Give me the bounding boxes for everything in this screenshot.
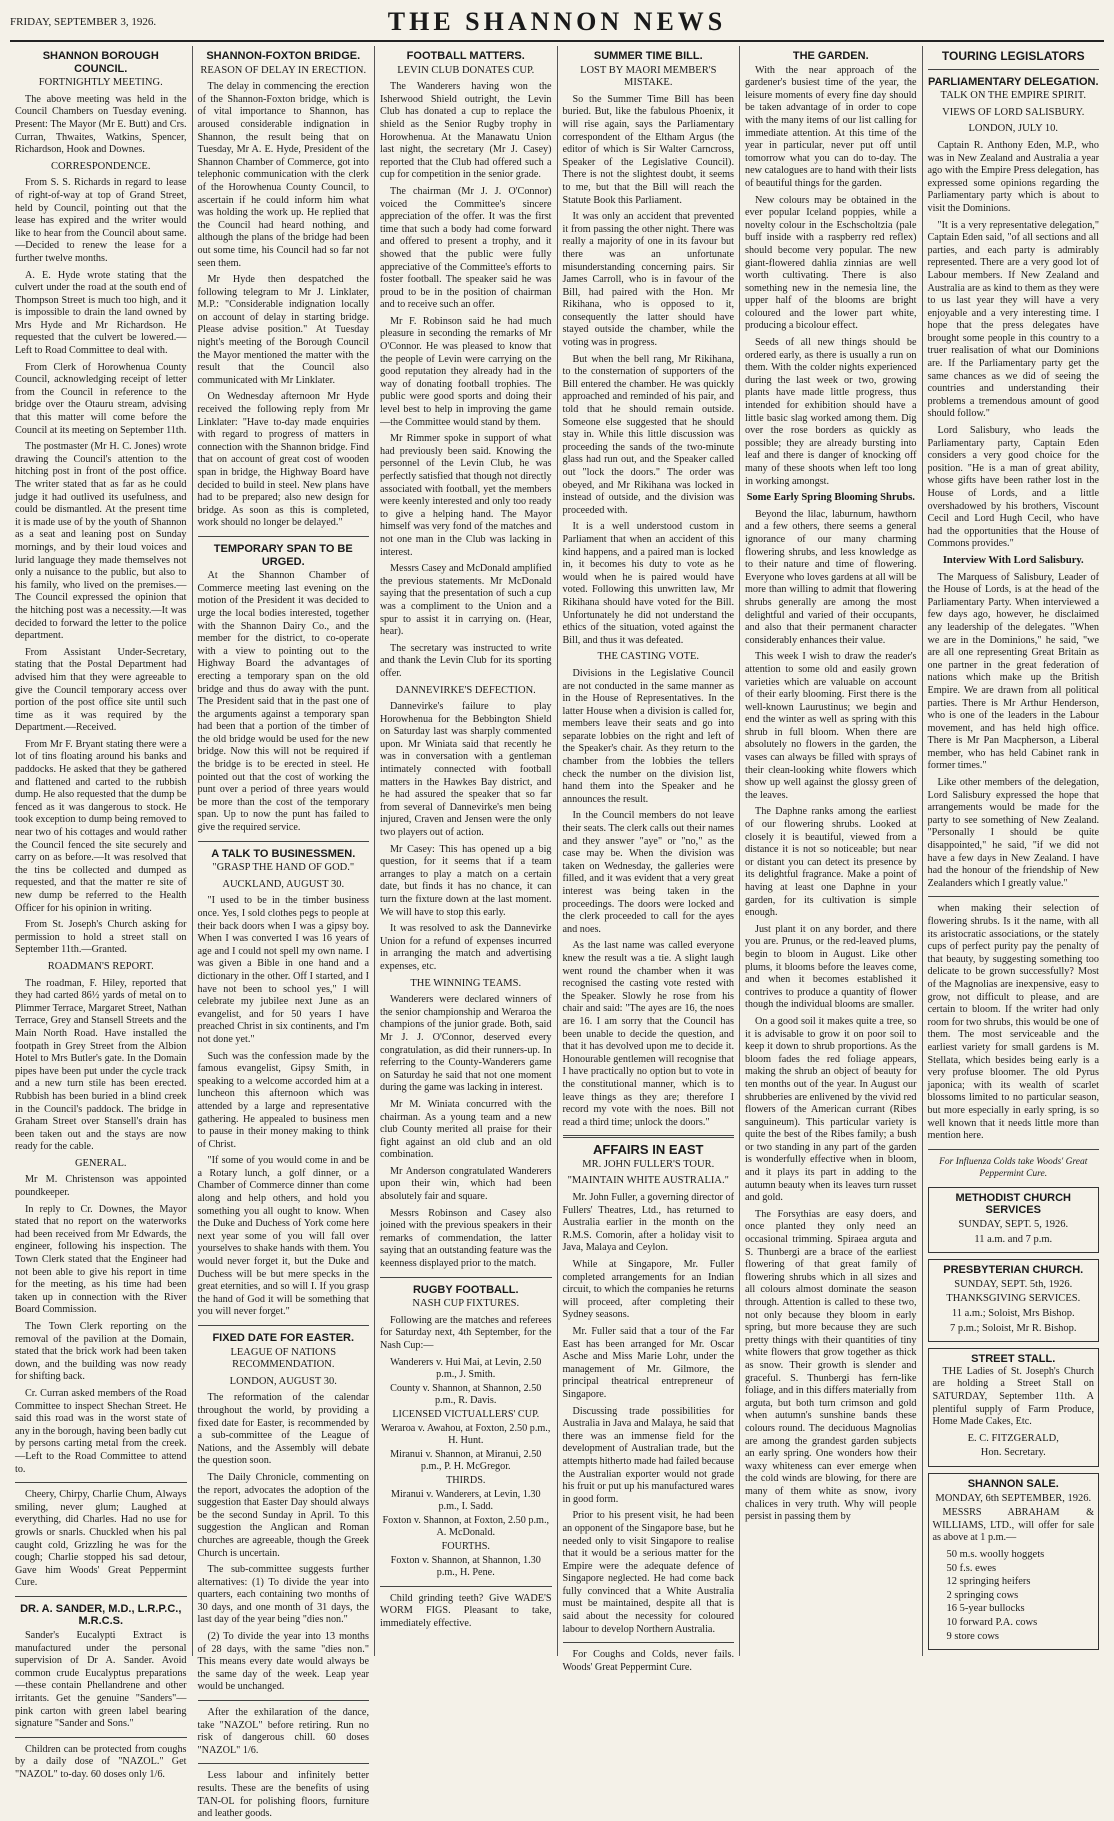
fixture-line: THIRDS.	[446, 1474, 486, 1486]
article-subheading: FORTNIGHTLY MEETING.	[38, 77, 163, 89]
advert-title: STREET STALL.	[971, 1353, 1056, 1366]
fixture-line: LICENSED VICTUALLERS' CUP.	[392, 1408, 540, 1420]
article-subheading: NASH CUP FIXTURES.	[412, 1298, 520, 1310]
divider	[380, 1586, 552, 1587]
article-heading: SHANNON-FOXTON BRIDGE.	[206, 50, 361, 62]
column-1	[10, 46, 193, 1780]
divider	[198, 1325, 370, 1326]
divider	[198, 1763, 370, 1764]
paragraph: Mr F. Robinson said he had much pleasure in seconding the remarks of Mr O'Connor. He was pleased to know that the people of Levin were carrying on the good reputation they already had in the way of donating football trophies. The public were good sports and doing their level best to help in improving the game—the Committee would stand by them.	[380, 315, 552, 428]
divider	[15, 1482, 187, 1483]
paragraph: Wanderers were declared winners of the senior championship and Weraroa the champions of the junior grade. Both, said Mr J. J. O'Connor, deserved every congratulation, as did their runners-up. In referring to the County-Wanderers game on Saturday he said that not one moment during the game was lacking in interest.	[380, 994, 552, 1094]
paragraph: While at Singapore, Mr. Fuller completed arrangements for an Indian circuit, to which the companies he returns will proceed, after completing their Sydney seasons.	[562, 1259, 734, 1321]
article-subheading: VIEWS OF LORD SALISBURY.	[942, 106, 1085, 118]
fixture-line: Weraroa v. Awahou, at Foxton, 2.50 p.m., H. Hunt.	[381, 1422, 551, 1447]
paragraph: The roadman, F. Hiley, reported that they had carted 86½ yards of metal on to Plimmer Terrace, Margaret Street, Nathan Terrace, Grey and Stansell Streets and the Main North Road. Have installed the footpath in Grey Street from the Albion Hotel to Mrs Butler's gate. In the Domain pipes have been put under the cycle track and a new turn stile has been erected. Rubbish has been buried in a blind creek in the Council's paddock. The bridge in Graham Street over Stansell's drain has been taken out and the stays are now ready for the cable.	[15, 977, 187, 1153]
advert-text: MESSRS ABRAHAM & WILLIAMS, LTD., will offer for sale as above at 1 p.m.—	[932, 1507, 1094, 1544]
list-item: 10 forward P.A. cows	[946, 1616, 1038, 1628]
advert-verse: Cheery, Chirpy, Charlie Chum, Always smiling, never glum; Laughed at everything, did Charles. Had no use for growls or snarls. Chuckled when his pal caught cold, Grizzling he was for the cough; Charlie stopped his sad detour, Gave him Woods' Great Peppermint Cure.	[15, 1489, 187, 1589]
fixture-line: FOURTHS.	[441, 1540, 490, 1552]
paragraph: The Daily Chronicle, commenting on the report, advocates the adoption of the suggestion that Easter Day should always be the second Sunday in April. To this suggestion the Anglican and Roman churches are agreeable, though the Greek Church is uncertain.	[197, 1471, 369, 1559]
article-heading: SUMMER TIME BILL.	[593, 50, 703, 62]
advert-line: 7 p.m.; Soloist, Mr R. Bishop.	[949, 1322, 1077, 1334]
paragraph: Captain R. Anthony Eden, M.P., who was in New Zealand and Australia a year ago with the Empire Press delegation, has expressed some opinions regarding the Parliamentary party which is about to visit the Dominions.	[927, 139, 1099, 214]
article-heading: SHANNON BOROUGH COUNCIL.	[42, 50, 159, 75]
paragraph: Messrs Casey and McDonald amplified the previous statements. Mr McDonald saying that the presentation of such a cup was a compliment to the Union and a spur to assist it in carrying on. (Hear, hear).	[380, 563, 552, 638]
paragraph: The sub-committee suggests further alternatives: (1) To divide the year into quarters, each containing two months of 30 days, and one month of 31 days, the last day of the year being "dies non."	[197, 1564, 369, 1626]
presbyterian-church-advert	[928, 1259, 1100, 1342]
paragraph: From Mr F. Bryant stating there were a lot of tins floating around his banks and paddocks. He asked that they be gathered and flattened and carted to the rubbish dump. He also requested that the dump be fenced as it was dangerous to stock. He took exception to dump being removed to near two of his cottages and would rather the Council fenced the site securely and carry on as before.—It was resolved that the tins be collected and dumped as requested, and that the matter re site of new dump be referred to the Health Officer for his opinion in writing.	[15, 738, 187, 914]
paragraph: when making their selection of flowering shrubs. Is it the name, with all its aristocratic associations, or the stately cups of perfect purity pay the penalty of that beauty, by suggesting something too delicate to be grown successfully? Most of the Magnolias are inexpensive, easy to grow, not difficult to please, and are certain to bloom. If the writer had only room for two shrubs, this would be one of them. The most serviceable and the earliest variety for small gardens is M. Stellata, which besides being early is a very profuse bloomer. The old Pyrus japonica; with its wealth of scarlet blossoms limited to no particular season, but more especially in early spring, is so well known that it needs little more than mention here.	[927, 903, 1099, 1142]
article-subheading: "GRASP THE HAND OF GOD."	[212, 862, 355, 874]
advert-text: Child grinding teeth? Give WADE'S WORM FIGS. Pleasant to take, immediately effective.	[380, 1592, 552, 1629]
list-item: 12 springing heifers	[946, 1576, 1031, 1588]
divider	[563, 1642, 735, 1643]
paragraph: The above meeting was held in the Council Chambers on Tuesday evening. Present: The Mayor (Mr E. Butt) and Crs. Curran, Thwaites, Watkins, Spencer, Richardson, Hook and Downes.	[15, 93, 187, 156]
paragraph: The Town Clerk reporting on the removal of the pavilion at the Domain, stated that the brick work had been taken down, and the building was now ready for shifting back.	[15, 1321, 187, 1383]
list-item: 50 f.s. ewes	[946, 1562, 997, 1574]
paragraph: On Wednesday afternoon Mr Hyde received the following reply from Mr Linklater: "Have to-day made enquiries with regard to progress of matters in connection with the Shannon bridge. Find that on account of great cost of wooden span in bridge, the Highway Board have decided to build in steel. New plans have had to be prepared; also new design for bridge. As soon as this is completed, work should no longer be delayed."	[197, 391, 369, 529]
sale-lot-list	[933, 1549, 1095, 1643]
paragraph: Seeds of all new things should be ordered early, as there is usually a run on them. With the colder nights experienced during the last week or two, growing plants have made little progress, thus intended for exhibition should have a little basic slag worked among them. Dig over the rose borders as quickly as possible; they are already bursting into leaf and there is danger of knocking off many of these shoots when left too long in working amongst.	[745, 337, 917, 487]
paragraph: It was resolved to ask the Dannevirke Union for a refund of expenses incurred in arranging the match and advertising expenses, etc.	[380, 923, 552, 972]
divider	[15, 1596, 187, 1597]
fixture-list	[380, 1357, 552, 1580]
shannon-sale-advert	[928, 1473, 1100, 1650]
section-heading: THE WINNING TEAMS.	[410, 977, 522, 989]
paragraph: Just plant it on any border, and there you are. Prunus, or the red-leaved plums, begin to bloom in August. Like other plums, it blooms before the leaves come, and when it becomes established it contrives to produce a quantity of flower though the individual blooms are smaller.	[745, 923, 917, 1011]
issue-date: FRIDAY, SEPTEMBER 3, 1926.	[10, 16, 157, 28]
dateline: LONDON, JULY 10.	[968, 123, 1059, 135]
list-item: 16 5-year bullocks	[946, 1603, 1025, 1615]
advert-line: 11 a.m.; Soloist, Mrs Bishop.	[951, 1308, 1075, 1320]
paragraph: The secretary was instructed to write and thank the Levin Club for its sporting offer.	[380, 642, 552, 679]
divider	[563, 1135, 735, 1138]
paragraph: As the last name was called everyone knew the result was a tie. A slight laugh went round the chamber when it was recognised the casting vote rested with the Speaker. Slowly he rose from his chair and said: "The ayes are 16, the noes are 16. I am sorry that the Council has been unable to decide the question, and that it has devolved upon me to decide it. Honourable gentlemen will recognise that I have practically no option but to vote in the constitutional manner, which is to leave things as they are; therefore I record my vote with the noes. Bill not read a third time; unlock the doors."	[562, 940, 734, 1128]
paragraph: With the near approach of the gardener's busiest time of the year, the leisure moments of every fine day should be taken advantage of in order to cope with the many items of our list calling for immediate attention. At this time of the year in particular, never put off until tomorrow what you can do to-day. The new catalogues are to hand with their lists of beautiful things for the garden.	[745, 64, 917, 189]
divider	[198, 1700, 370, 1701]
paragraph: At the Shannon Chamber of Commerce meeting last evening on the motion of the President it was decided to urge the local bodies interested, together with the Shannon Dairy Co., and the member for the district, to co-operate with a view to pointing out to the Highway Board the advantages of erecting a temporary span on the old bridge and thus do away with the punt. The President said that in the past one of the arguments against a temporary span had been that a portion of the timber of the old bridge would be used for the new bridge. Now this will not be required if the bridge is to be erected in steel. He pointed out that the cost of working the punt over a period of three years would be more than the cost of the temporary span. Up to now the punt has failed to give the required service.	[197, 570, 369, 834]
paragraph: Like other members of the delegation, Lord Salisbury expressed the hope that arrangements would be made for the party to see something of New Zealand. "Personally I should be quite disappointed," he said, "if we did not have a few days in New Zealand. I have had the honour of the friendship of New Zealanders which I greatly value."	[927, 777, 1099, 889]
paragraph: Mr. John Fuller, a governing director of Fullers' Theatres, Ltd., has returned to Australia earlier in the month on the R.M.S. Comorin, after a holiday visit to Java, Malaya and Ceylon.	[562, 1192, 734, 1254]
list-item: 9 store cows	[946, 1630, 999, 1642]
section-heading: DANNEVIRKE'S DEFECTION.	[395, 684, 536, 696]
street-stall-advert	[928, 1348, 1100, 1467]
fixture-line: Foxton v. Shannon, at Foxton, 2.50 p.m., A. McDonald.	[382, 1514, 550, 1539]
advert-line: SUNDAY, SEPT. 5th, 1926.	[954, 1278, 1073, 1290]
fixture-line: Foxton v. Shannon, at Shannon, 1.30 p.m., H. Pene.	[390, 1554, 541, 1579]
paragraph: Prior to his present visit, he had been an opponent of the Singapore base, but he needed only to visit Singapore to realise that it would be a serious matter for the Empire were the adequate defence of Singapore neglected. He had come back fully convinced that a White Australia must be maintained, despite all that is said about the necessity for coloured labour to develop Northern Australia.	[562, 1510, 734, 1635]
section-heading: THE CASTING VOTE.	[597, 651, 700, 663]
paragraph: "I used to be in the timber business once. Yes, I sold clothes pegs to people at their back doors when I was a gipsy boy. When I was converted I was 16 years of age and I could not spell my own name. I was given a Bible in one hand and a dictionary in the other. Off I started, and I have not been to school yes," I will celebrate my jubilee next June as an evangelist, and for 50 years I have preached Christ in six continents, and I'm not done yet."	[197, 895, 369, 1045]
article-heading: FIXED DATE FOR EASTER.	[212, 1332, 355, 1344]
column-5	[740, 46, 923, 1656]
paragraph: In the Council members do not leave their seats. The clerk calls out their names and they answer "aye" or "no," as the case may be. When the division was taken on Wednesday, the galleries were filled, and it was evident that a very great interest was being taken in the proceedings. The doors were locked and the clerk proceeded to call for the ayes and noes.	[562, 810, 734, 935]
advert-text: Children can be protected from coughs by a daily dose of "NAZOL." Get "NAZOL" to-day. 60 doses only 1/6.	[15, 1743, 187, 1780]
paragraph: The reformation of the calendar throughout the world, by providing a fixed date for Easter, is recommended by a sub-committee of the League of Nations, and the Assembly will debate the question soon.	[197, 1392, 369, 1467]
article-heading: TEMPORARY SPAN TO BE URGED.	[213, 542, 353, 568]
paragraph: Following are the matches and referees for Saturday next, 4th September, for the Nash Cup:—	[380, 1314, 552, 1351]
paragraph: The delay in commencing the erection of the Shannon-Foxton bridge, which is of vital importance to Shannon, has aroused considerable indignation in Shannon, the result being that on Tuesday, Mr A. E. Hyde, President of the Shannon Chamber of Commerce, got into telephonic communication with the clerk of the Horowhenua County Council, to ascertain if he could inform him what was holding the work up. He replied that the Council had heard nothing, and although the plans of the bridge had been out some time, his Council had so far not seen them.	[197, 81, 369, 269]
section-heading: GENERAL.	[74, 1157, 127, 1169]
paragraph: Beyond the lilac, laburnum, hawthorn and a few others, there seems a general ignorance of our many charming flowering shrubs, and less knowledge as to their nature and time of flowering. Everyone who loves gardens at all will be more than willing to admit that flowering shrubs generally are among the most delightful and varied of their occupants, and also that their permanent character considerably enhances their value.	[745, 508, 917, 646]
paragraph: Mr Rimmer spoke in support of what had previously been said. Knowing the personnel of the Levin Club, he was perfectly satisfied that though not directly associated with football, yet the members were keenly interested and only too ready to give a helping hand. The Mayor himself was very fond of the matches and not one man in the Club was lacking in interest.	[380, 433, 552, 558]
paragraph: Mr Casey: This has opened up a big question, for it seems that if a team arranges to play a match on a certain date, but finds it has no chance, it can turn the fixture down at the last moment. We will have to stop this early.	[380, 843, 552, 918]
divider	[15, 1737, 187, 1738]
paragraph: Mr Hyde then despatched the following telegram to Mr J. Linklater, M.P.: "Considerable indignation locally on account of delay in starting bridge. Please advise position." At Tuesday night's meeting of the Borough Council the Mayor mentioned the matter with the result that the Council also communicated with Mr Linklater.	[197, 274, 369, 386]
paragraph: So the Summer Time Bill has been buried. But, like the fabulous Phoenix, it will rise again, says the Parliamentary correspondent of the Eltham Argus (the editor of which is Sir Walter Carncross, Speaker of the Legislative Council). There is not the slightest doubt, it seems to me, but that the Bill will reach the Statute Book this Parliament.	[562, 93, 734, 206]
paragraph: Lord Salisbury, who leads the Parliamentary party, Captain Eden considers a very good choice for the position. "He is a man of great ability, whose gifts have been rather lost in the House of Lords, and a little overshadowed by his brothers, Viscount Cecil and Lord Hugh Cecil, who have had the opportunities that the House of Commons provides."	[927, 425, 1099, 550]
section-heading: CORRESPONDENCE.	[51, 160, 151, 172]
divider	[928, 69, 1100, 70]
paragraph: The Daphne ranks among the earliest of our flowering shrubs. Looked at closely it is beautiful, viewed from a distance it is not so noticeable; but near or distant you can detect its presence by its delightful fragrance. Make a point of having at least one Daphne in your garden, for its cultivation is simple enough.	[745, 806, 917, 919]
list-item: 2 springing cows	[946, 1589, 1019, 1601]
paragraph: From S. S. Richards in regard to lease of right-of-way at top of Grand Street, held by Council, pointing out that the lease has expired and the writer would like to hear from the Council about same.—Decided to renew the lease for a further twelve months.	[15, 177, 187, 264]
advert-text: THE Ladies of St. Joseph's Church are holding a Street Stall on SATURDAY, September 11th. A plentiful supply of Farm Produce, Home Made Cakes, Etc.	[932, 1365, 1094, 1428]
paragraph: On a good soil it makes quite a tree, so it is advisable to grow it on poor soil to keep it down to shrub proportions. As the bloom fades the red foliage appears, making the shrub an object of beauty for ten months out of the year. In August our shrubberies are enlivened by the vivid red flowers of the American currant (Ribes sanguineum). This particular variety is quite the best of the Ribes family; a bush or two standing in any part of the garden is wonderfully effective when in bloom, and it plays its part in adding to the autumn beauty when its leaves turn russet and gold.	[745, 1015, 917, 1204]
advert-text: After the exhilaration of the dance, take "NAZOL" before retiring. Run no risk of dangerous chill. 60 doses "NAZOL" 1/6.	[197, 1707, 369, 1756]
paragraph: New colours may be obtained in the ever popular Iceland poppies, while a novelty colour in the Eschscholtzia (pale buff inside with a raspberry red reflex) should become very popular. The new giant-flowered dahlia zinnias are well worth cultivating. There is also something new in the nemesia line, the upper half of the blooms are bright coloured and the lower part white, producing a bicolour effect.	[745, 194, 917, 332]
paragraph: Divisions in the Legislative Council are not conducted in the same manner as in the House of Representatives. In the latter House when a division is called for, members leave their seats and go into separate lobbies on the right and left of the Speaker's chair. As they return to the chamber from the lobbies the tellers check the number on the division list, hand them into the Speaker and he announces the result.	[562, 667, 734, 805]
paragraph: The postmaster (Mr H. C. Jones) wrote drawing the Council's attention to the hitching post in front of the post office. The writer stated that as far as he could judge it had outlived its usefulness, and could be dismantled. At the present time it is made use of by the youth of Shannon as a seat and leaning post on Sunday mornings, and by their loud voices and lurid language they made themselves not only a nuisance to the public, but also to his family, who lived on the premises.—The Council expressed the opinion that the hitching post was a necessity.—It was decided to forward the letter to the police department.	[15, 441, 187, 642]
paragraph: From St. Joseph's Church asking for permission to hold a street stall on September 11th.—Granted.	[15, 919, 187, 956]
advert-text: For Coughs and Colds, never fails. Woods' Great Peppermint Cure.	[562, 1649, 734, 1673]
advert-line: THANKSGIVING SERVICES.	[946, 1293, 1081, 1305]
divider	[380, 1277, 552, 1278]
fixture-line: Miranui v. Shannon, at Miranui, 2.50 p.m., P. H. McGregor.	[390, 1448, 542, 1473]
paragraph: The Forsythias are easy doers, and once planted they only need an occasional trimming. Spiraea arguta and S. Thunbergi are a brace of the earliest flowering of that great family of flowering shrubs which in all sizes and all colours almost dominate the season through. Attention is called to these two, not only because they bloom in early spring, but more because they are such pretty things with their quantities of tiny white flowers that grow together as thick as snow. Their growth is slender and graceful. S. Thunbergi has fern-like foliage, and in this differs materially from arguta, but both turn crimson and gold when autumn's sunshine bands these colours round. The deciduous Magnolias are among the grandest garden subjects an early spring. One wonders how their waxy whiteness can ever emerge when the cold winds are blowing, for there are many of them white as snow, ivory chalices in very truth. Why will people persist in passing them by	[745, 1208, 917, 1523]
paragraph: But when the bell rang, Mr Rikihana, to the consternation of supporters of the Bill entered the chamber. He was quickly approached and reminded of his pair, and told that he should remain outside. Someone else suggested that he should stay in. While this little discussion was proceeding the sands of the two-minute glass had run out, and the Speaker called out "lock the doors." The order was obeyed, and Mr Rikihana was locked in instead of outside, and the division was proceeded with.	[562, 353, 734, 516]
dateline: AUCKLAND, AUGUST 30.	[222, 878, 345, 890]
paragraph: "It is a very representative delegation," Captain Eden said, "of all sections and all parties, and each party is admirably represented. There are a very good lot of Labour members. If New Zealand and Australia are as kind to them as they were to us last year they will have a very enjoyable and a very interesting time. I hope that the press delegates have brought some people in this country to a truer realisation of what our Dominions are. If the Parliamentary party get the same chances as we did of seeing the countries and understanding their problems a tremendous amount of good should follow."	[927, 219, 1099, 420]
paragraph: Such was the confession made by the famous evangelist, Gipsy Smith, in speaking to a welcome accorded him at a luncheon this afternoon which was attended by a large and representative gathering. He appealed to business men to pause in their money making to think of Christ.	[197, 1050, 369, 1150]
article-subheading: LOST BY MAORI MEMBER'S MISTAKE.	[580, 64, 717, 89]
paragraph: The Marquess of Salisbury, Leader of the House of Lords, is at the head of the Parliamentary Party. When interviewed a few days ago, however, he disclaimed any leadership of the delegates. "When we are in the Dominions," he said, "we are all one representing Great Britain as one partner in the great federation of nations which make up the British Empire. We are drawn from all political parties. There is Mr Arthur Henderson, who is one of the leaders in the Labour movement, and has held high office. There is Mr Pan Macpherson, a Liberal member, who has held Cabinet rank in former times."	[927, 571, 1099, 772]
article-heading: A TALK TO BUSINESSMEN.	[211, 847, 356, 860]
paragraph: "If some of you would come in and be a Rotary lunch, a golf dinner, or a Chamber of Commerce dinner than come along and help others, and hold you something you all ought to know. When the Duke and Duchess of York come here next year some of you will fall over yourselves to shake hands with them. You would never forget it, but the Duke and Duchess will be but mere specks in the great eternities, and so will I. If you grasp the hand of God it will be something that you will never forget."	[197, 1155, 369, 1318]
advert-line: Hon. Secretary.	[980, 1447, 1046, 1459]
article-heading: TOURING LEGISLATORS	[941, 49, 1085, 63]
fixture-line: County v. Shannon, at Shannon, 2.50 p.m., R. Davis.	[390, 1382, 542, 1407]
paragraph: Discussing trade possibilities for Australia in Java and Malaya, he said that there was an immense field for the development of Australian trade, but the attempts hitherto made had failed because the Australian exporter would not grade his fruit or put up his manufactured wares in good form.	[562, 1405, 734, 1505]
article-subheading: MR. JOHN FULLER'S TOUR.	[582, 1158, 715, 1170]
article-heading: RUGBY FOOTBALL.	[412, 1283, 519, 1296]
paragraph: (2) To divide the year into 13 months of 28 days, with the same "dies non." This means every date would always be the same day of the week. Leap year would be unchanged.	[197, 1631, 369, 1693]
advert-heading: DR. A. SANDER, M.D., L.R.P.C., M.R.C.S.	[20, 1602, 182, 1628]
newspaper-title: THE SHANNON NEWS	[387, 7, 727, 36]
article-heading: THE GARDEN.	[792, 50, 869, 62]
fixture-line: Wanderers v. Hui Mai, at Levin, 2.50 p.m., J. Smith.	[390, 1356, 542, 1381]
article-heading: PARLIAMENTARY DELEGATION.	[928, 75, 1099, 88]
column-3	[375, 46, 558, 1656]
advert-text: Less labour and infinitely better results. These are the benefits of using TAN-OL for polishing floors, furniture and leather goods.	[197, 1770, 369, 1820]
divider	[928, 896, 1100, 897]
paragraph: Dannevirke's failure to play Horowhenua for the Bebbington Shield on Saturday last was sharply commented upon. Mr Winiata said that recently he was in conversation with a gentleman intimately connected with football matters in the Hawkes Bay district, and he had assured the speaker that so far from several of Dannevirke's men being injured, Craven and Jensen were the only two players out of action.	[380, 701, 552, 839]
paragraph: From Clerk of Horowhenua County Council, acknowledging receipt of letter from the Council in reference to the bridge over the Otauru stream, advising that this matter will come before the Council at its meeting on September 11th.	[15, 361, 187, 436]
article-heading: AFFAIRS IN EAST	[592, 1142, 704, 1158]
section-heading: Some Early Spring Blooming Shrubs.	[746, 492, 915, 504]
dateline: LONDON, AUGUST 30.	[229, 1375, 337, 1387]
paragraph: A. E. Hyde wrote stating that the culvert under the road at the south end of Thompson Street is much too high, and it is impossible to drain the land owned by Mrs Hyde and Mr Richardson. He requested that the culvert be lowered.—Left to Road Committee to deal with.	[15, 269, 187, 357]
advert-title: PRESBYTERIAN CHURCH.	[943, 1264, 1084, 1277]
masthead	[10, 8, 1104, 42]
paragraph: It was only an accident that prevented it from passing the other night. There was really a majority of one in its favour but there was an unfortunate misunderstanding concerning pairs. Sir James Carroll, who is in favour of the Bill, had paired with the Hon. Mr Rikihana, who is opposed to it, consequently the latter should have stayed outside the chamber, while the voting was in progress.	[562, 211, 734, 349]
divider	[198, 841, 370, 842]
advert-line: E. C. FITZGERALD,	[967, 1432, 1059, 1444]
paragraph: The chairman (Mr J. J. O'Connor) voiced the Committee's sincere appreciation of the offer. It was the first time that such a body had come forward and offered to present a trophy, and it showed that the public were fully appreciative of the Committee's efforts to foster football. The speaker said he was proud to be in the position of chairman and to receive such an offer.	[380, 185, 552, 311]
section-heading: ROADMAN'S REPORT.	[47, 960, 154, 972]
paragraph: Mr Anderson congratulated Wanderers upon their win, which had been absolutely fair and square.	[380, 1165, 552, 1203]
article-subheading: TALK ON THE EMPIRE SPIRIT.	[940, 90, 1086, 102]
advert-line: 11 a.m. and 7 p.m.	[974, 1233, 1053, 1245]
paragraph: Messrs Robinson and Casey also joined with the previous speakers in their remarks of commendation, the latter saying that an outstanding feature was the keenness displayed prior to the match.	[380, 1207, 552, 1270]
paragraph: It is a well understood custom in Parliament that when an accident of this kind happens, and a paired man is locked in, it becomes his duty to vote as he would when he is paired would have voted. Following this unwritten law, Mr Rikihana should have voted for the Bill. Unfortunately he did not understand the ethics of the situation, voted against the Bill, and thus it was defeated.	[562, 521, 734, 646]
paragraph: Cr. Curran asked members of the Road Committee to inspect Shechan Street. He said this road was in the worst state of any in the borough, having been badly cut by persons carting metal from the creek.—Left to the Road Committee to attend to.	[15, 1387, 187, 1475]
paragraph: In reply to Cr. Downes, the Mayor stated that no report on the waterworks had been received from Mr Edwards, the engineer, following his inspection. The Town Clerk stated that the Engineer had not been able to give his report in time for the meeting, as his time had been taken up in connection with the River Board Commission.	[15, 1203, 187, 1316]
paragraph: From Assistant Under-Secretary, stating that the Postal Department had advised him that they were agreeable to give the Council temporary access over portion of the post office site until such time as it was required by the Department.—Received.	[15, 646, 187, 734]
section-heading: Interview With Lord Salisbury.	[942, 554, 1084, 566]
article-heading: FOOTBALL MATTERS.	[406, 50, 525, 62]
article-subheading: LEAGUE OF NATIONS RECOMMENDATION.	[230, 1346, 337, 1371]
list-item: 50 m.s. woolly hoggets	[946, 1548, 1045, 1560]
divider	[198, 536, 370, 537]
paragraph: The Wanderers having won the Isherwood Shield outright, the Levin Club has donated a cup to replace the shield as the Senior Rugby trophy in Horowhenua. At the Manawatu Union last night, the secretary (Mr J. Casey) reported that the Club had offered such a cup for competition in the senior grade.	[380, 81, 552, 181]
column-2	[193, 46, 376, 1820]
article-subheading: REASON OF DELAY IN ERECTION.	[200, 64, 367, 76]
paragraph: Mr. Fuller said that a tour of the Far East has been arranged for Mr. Oscar Asche and Miss Marie Lohr, under the management of Mr. Gilmore, the principal theatrical entrepreneur of Singapore.	[562, 1326, 734, 1400]
advert-title: METHODIST CHURCH SERVICES	[955, 1191, 1071, 1217]
advert-line: MONDAY, 6th SEPTEMBER, 1926.	[935, 1492, 1092, 1504]
advert-text: Sander's Eucalypti Extract is manufactured under the personal supervision of Dr A. Sander. Avoid common crude Eucalyptus preparations—these contain Phellandrene and other irritants. Get the genuine "Sanders"—pink carton with green label bearing signature "Sander and Sons."	[15, 1630, 187, 1730]
divider	[928, 1149, 1100, 1150]
paragraph: This week I wish to draw the reader's attention to some old and easily grown varieties which are valuable on account of their early blooming. First there is the well-known Laurustinus; we begin and end the winter as well as spring with this shrub in full bloom. When there are absolutely no flowers in the garden, the vases can always be filled with sprays of their clean-looking white flowers which show up well against the glossy green of the leaves.	[745, 651, 917, 801]
methodist-church-advert	[928, 1187, 1100, 1253]
column-4	[558, 46, 741, 1673]
article-subheading: "MAINTAIN WHITE AUSTRALIA."	[567, 1175, 729, 1187]
paragraph: Mr M. Christenson was appointed poundkeeper.	[15, 1174, 187, 1199]
article-subheading: LEVIN CLUB DONATES CUP.	[397, 64, 535, 76]
advert-title: SHANNON SALE.	[967, 1477, 1059, 1490]
advert-line: SUNDAY, SEPT. 5, 1926.	[958, 1219, 1069, 1231]
paragraph: Mr M. Winiata concurred with the chairman. As a young team and a new club County merited all praise for their fight against an old club and an old combination.	[380, 1098, 552, 1161]
advert-text: For Influenza Colds take Woods' Great Peppermint Cure.	[939, 1156, 1088, 1180]
column-6	[923, 46, 1105, 1656]
fixture-line: Miranui v. Wanderers, at Levin, 1.30 p.m., I. Sadd.	[390, 1488, 541, 1513]
